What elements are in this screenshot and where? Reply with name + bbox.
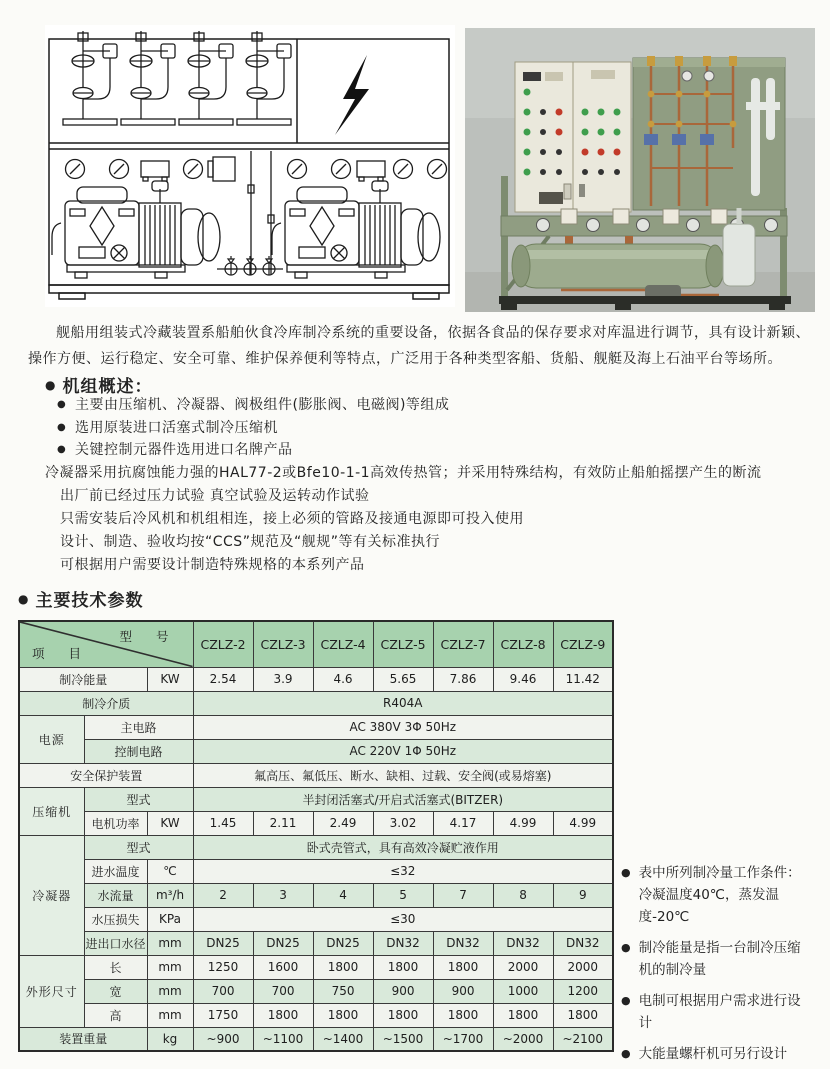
cell-value: 900 bbox=[433, 979, 493, 1003]
row-unit: mm bbox=[147, 1003, 193, 1027]
cell-value: 2 bbox=[193, 883, 253, 907]
cell-value: 11.42 bbox=[553, 667, 613, 691]
bullet-icon: ● bbox=[621, 866, 631, 879]
row-unit: ℃ bbox=[147, 859, 193, 883]
row-unit: KW bbox=[147, 811, 193, 835]
photo-svg bbox=[465, 28, 815, 312]
table-row bbox=[19, 1003, 613, 1027]
row-merged-value: 氟高压、氟低压、断水、缺相、过载、安全阀(或易熔塞) bbox=[193, 763, 613, 787]
table-row bbox=[19, 883, 613, 907]
cell-value: 750 bbox=[313, 979, 373, 1003]
table-row bbox=[19, 787, 613, 811]
note-item bbox=[621, 990, 811, 1034]
cell-value: 5.65 bbox=[373, 667, 433, 691]
bullet-icon: ● bbox=[57, 399, 67, 410]
bullet-icon: ● bbox=[45, 377, 57, 392]
bullet-icon: ● bbox=[18, 591, 30, 606]
note-item bbox=[621, 862, 811, 928]
cell-value: 700 bbox=[193, 979, 253, 1003]
cell-value: 900 bbox=[373, 979, 433, 1003]
cell-value: ~1100 bbox=[253, 1027, 313, 1051]
table-corner-cell bbox=[19, 621, 193, 667]
cell-value: DN25 bbox=[313, 931, 373, 955]
row-label: 装置重量 bbox=[19, 1027, 147, 1051]
row-unit: mm bbox=[147, 979, 193, 1003]
cell-value: DN25 bbox=[253, 931, 313, 955]
overview-bullet-item bbox=[45, 439, 820, 462]
overview-bullet-list bbox=[45, 394, 820, 462]
overview-line: 设计、制造、验收均按“CCS”规范及“舰规”等有关标准执行 bbox=[60, 533, 440, 550]
overview-line: 可根据用户需要设计制造特殊规格的本系列产品 bbox=[60, 556, 365, 573]
cell-value: 4 bbox=[313, 883, 373, 907]
cell-value: ~2100 bbox=[553, 1027, 613, 1051]
cell-value: 1800 bbox=[433, 1003, 493, 1027]
lightning-icon bbox=[335, 55, 369, 135]
table-row bbox=[19, 691, 613, 715]
cell-value: DN32 bbox=[493, 931, 553, 955]
cell-value: 1000 bbox=[493, 979, 553, 1003]
corner-label-model: 型 号 bbox=[119, 629, 179, 644]
table-row bbox=[19, 907, 613, 931]
overview-bullet-item bbox=[45, 417, 820, 440]
cell-value: 3 bbox=[253, 883, 313, 907]
row-merged-value: ≤32 bbox=[193, 859, 613, 883]
cell-value: 1800 bbox=[433, 955, 493, 979]
cell-value: 1200 bbox=[553, 979, 613, 1003]
spec-table bbox=[18, 620, 614, 1052]
row-label: 进出口水径 bbox=[84, 931, 147, 955]
model-column-header: CZLZ-8 bbox=[493, 621, 553, 667]
control-panel bbox=[515, 62, 631, 212]
row-merged-value: 半封闭活塞式/开启式活塞式(BITZER) bbox=[193, 787, 613, 811]
table-row bbox=[19, 667, 613, 691]
overview-bullet-text: 选用原装进口活塞式制冷压缩机 bbox=[75, 419, 278, 436]
cell-value: 4.99 bbox=[493, 811, 553, 835]
table-row bbox=[19, 811, 613, 835]
row-merged-value: AC 380V 3Φ 50Hz bbox=[193, 715, 613, 739]
cell-value: 1.45 bbox=[193, 811, 253, 835]
row-unit: KPa bbox=[147, 907, 193, 931]
row-label: 长 bbox=[84, 955, 147, 979]
row-merged-value: 卧式壳管式，具有高效冷凝贮液作用 bbox=[193, 835, 613, 859]
row-label: 高 bbox=[84, 1003, 147, 1027]
cell-value: 4.99 bbox=[553, 811, 613, 835]
params-heading bbox=[18, 586, 143, 611]
cell-value: 2000 bbox=[493, 955, 553, 979]
cell-value: 1750 bbox=[193, 1003, 253, 1027]
note-text: 电制可根据用户需求进行设计 bbox=[638, 993, 801, 1031]
table-row bbox=[19, 739, 613, 763]
row-merged-value: ≤30 bbox=[193, 907, 613, 931]
cell-value: ~1500 bbox=[373, 1027, 433, 1051]
row-unit: KW bbox=[147, 667, 193, 691]
note-item bbox=[621, 1043, 811, 1065]
cell-value: 1800 bbox=[253, 1003, 313, 1027]
cell-value: 7 bbox=[433, 883, 493, 907]
row-group-label: 压缩机 bbox=[19, 787, 84, 835]
overview-heading-text: 机组概述： bbox=[62, 377, 153, 397]
cell-value: ~2000 bbox=[493, 1027, 553, 1051]
schematic-svg bbox=[45, 25, 455, 307]
cell-value: DN25 bbox=[193, 931, 253, 955]
table-row bbox=[19, 979, 613, 1003]
overview-bullet-text: 主要由压缩机、冷凝器、阀极组件(膨胀阀、电磁阀)等组成 bbox=[75, 397, 450, 413]
cell-value: 3.9 bbox=[253, 667, 313, 691]
table-row bbox=[19, 955, 613, 979]
note-item bbox=[621, 937, 811, 981]
row-label: 主电路 bbox=[84, 715, 193, 739]
row-label: 水压损失 bbox=[84, 907, 147, 931]
cell-value: 9 bbox=[553, 883, 613, 907]
cell-value: ~1700 bbox=[433, 1027, 493, 1051]
row-merged-value: AC 220V 1Φ 50Hz bbox=[193, 739, 613, 763]
cell-value: 1250 bbox=[193, 955, 253, 979]
bullet-icon: ● bbox=[621, 941, 631, 954]
table-row bbox=[19, 931, 613, 955]
row-group-label: 冷凝器 bbox=[19, 835, 84, 955]
row-merged-value: R404A bbox=[193, 691, 613, 715]
cell-value: DN32 bbox=[433, 931, 493, 955]
overview-line: 冷凝器采用抗腐蚀能力强的HAL77-2或Bfe10-1-1高效传热管；并采用特殊结构，有效防止船舶摇摆产生的断流 bbox=[45, 464, 762, 481]
table-row bbox=[19, 835, 613, 859]
row-group-label: 外形尺寸 bbox=[19, 955, 84, 1027]
cell-value: 1800 bbox=[313, 1003, 373, 1027]
row-label: 制冷介质 bbox=[19, 691, 193, 715]
cell-value: 4.6 bbox=[313, 667, 373, 691]
note-text: 表中所列制冷量工作条件：冷凝温度40℃，蒸发温度-20℃ bbox=[638, 865, 801, 925]
cell-value: DN32 bbox=[373, 931, 433, 955]
overview-bullet-item bbox=[45, 394, 820, 417]
notes-list bbox=[621, 862, 811, 1069]
overview-bullet-text: 关键控制元器件选用进口名牌产品 bbox=[75, 442, 293, 458]
row-label: 控制电路 bbox=[84, 739, 193, 763]
row-label: 安全保护装置 bbox=[19, 763, 193, 787]
overview-lines bbox=[45, 462, 820, 577]
cell-value: 3.02 bbox=[373, 811, 433, 835]
cell-value: 2000 bbox=[553, 955, 613, 979]
overview-line: 出厂前已经过压力试验 真空试验及运转动作试验 bbox=[60, 487, 370, 504]
row-unit: mm bbox=[147, 955, 193, 979]
table-row bbox=[19, 763, 613, 787]
row-unit: m³/h bbox=[147, 883, 193, 907]
bullet-icon: ● bbox=[57, 444, 67, 455]
cell-value: 1600 bbox=[253, 955, 313, 979]
table-row bbox=[19, 1027, 613, 1051]
cell-value: 4.17 bbox=[433, 811, 493, 835]
row-group-label: 电源 bbox=[19, 715, 84, 763]
cell-value: 1800 bbox=[313, 955, 373, 979]
cell-value: 700 bbox=[253, 979, 313, 1003]
overview-body bbox=[45, 394, 820, 577]
cell-value: DN32 bbox=[553, 931, 613, 955]
cell-value: 5 bbox=[373, 883, 433, 907]
model-column-header: CZLZ-9 bbox=[553, 621, 613, 667]
model-column-header: CZLZ-2 bbox=[193, 621, 253, 667]
note-text: 大能量螺杆机可另行设计 bbox=[638, 1046, 788, 1062]
cell-value: 8 bbox=[493, 883, 553, 907]
cell-value: 2.54 bbox=[193, 667, 253, 691]
bullet-icon: ● bbox=[621, 1047, 631, 1060]
row-label: 型式 bbox=[84, 787, 193, 811]
model-column-header: CZLZ-4 bbox=[313, 621, 373, 667]
cell-value: 1800 bbox=[373, 1003, 433, 1027]
overview-line: 只需安装后冷风机和机组相连，接上必须的管路及接通电源即可投入使用 bbox=[60, 510, 524, 527]
row-label: 水流量 bbox=[84, 883, 147, 907]
intro-paragraph: 舰船用组装式冷藏装置系船舶伙食冷库制冷系统的重要设备，依据各食品的保存要求对库温进行调节，具有设计新颖、操作方便、运行稳定、安全可靠、维护保养便利等特点，广泛用于各种类型客船、货船、舰艇及海上石油平台等场所。 bbox=[28, 325, 810, 367]
cell-value: 7.86 bbox=[433, 667, 493, 691]
bullet-icon: ● bbox=[621, 994, 631, 1007]
row-unit: kg bbox=[147, 1027, 193, 1051]
product-photo bbox=[465, 28, 815, 312]
cell-value: 2.11 bbox=[253, 811, 313, 835]
model-column-header: CZLZ-5 bbox=[373, 621, 433, 667]
row-label: 制冷能量 bbox=[19, 667, 147, 691]
row-unit: mm bbox=[147, 931, 193, 955]
table-row bbox=[19, 715, 613, 739]
cell-value: ~900 bbox=[193, 1027, 253, 1051]
row-label: 电机功率 bbox=[84, 811, 147, 835]
params-heading-text: 主要技术参数 bbox=[35, 591, 144, 611]
cell-value: 1800 bbox=[373, 955, 433, 979]
cell-value: 1800 bbox=[553, 1003, 613, 1027]
cell-value: 1800 bbox=[493, 1003, 553, 1027]
row-label: 进水温度 bbox=[84, 859, 147, 883]
corner-label-item: 项 目 bbox=[32, 645, 91, 661]
cell-value: 9.46 bbox=[493, 667, 553, 691]
bullet-icon: ● bbox=[57, 421, 67, 433]
note-text: 制冷能量是指一台制冷压缩机的制冷量 bbox=[638, 940, 801, 978]
row-label: 型式 bbox=[84, 835, 193, 859]
model-column-header: CZLZ-3 bbox=[253, 621, 313, 667]
schematic-diagram bbox=[45, 25, 455, 307]
cell-value: 2.49 bbox=[313, 811, 373, 835]
model-column-header: CZLZ-7 bbox=[433, 621, 493, 667]
cell-value: ~1400 bbox=[313, 1027, 373, 1051]
row-label: 宽 bbox=[84, 979, 147, 1003]
table-row bbox=[19, 859, 613, 883]
